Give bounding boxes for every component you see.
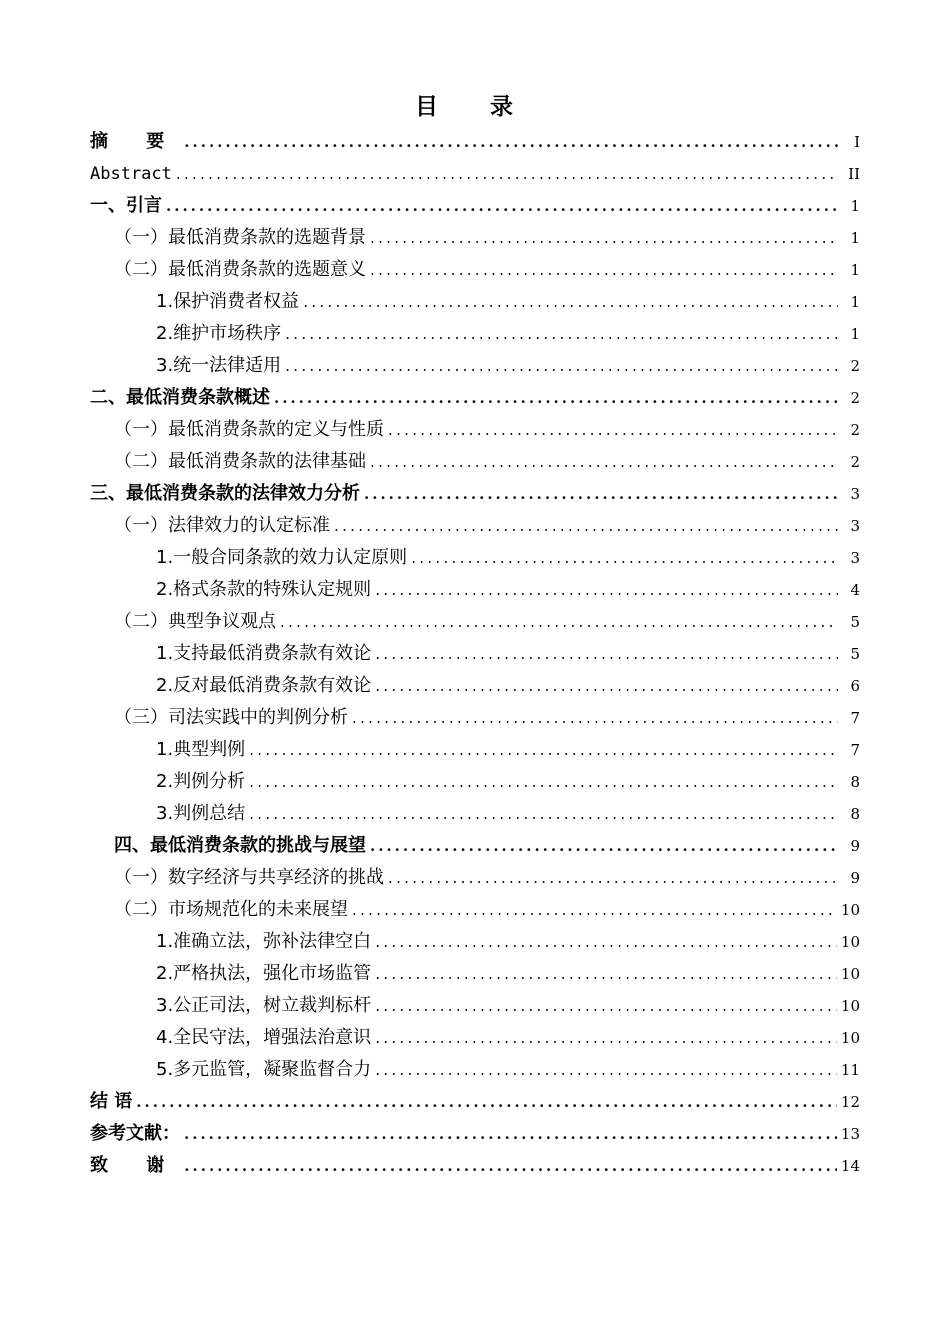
toc-entry-label: （二）典型争议观点	[114, 611, 276, 632]
toc-entry-label: 5.多元监管，凝聚监督合力	[156, 1059, 372, 1080]
toc-entry-label: 1.典型判例	[156, 739, 246, 760]
dot-leader	[375, 574, 838, 606]
dot-leader	[285, 350, 838, 382]
dot-leader	[184, 1150, 837, 1182]
toc-entry-page: 10	[840, 933, 860, 951]
dot-leader	[280, 606, 838, 638]
toc-entry-label: （三）司法实践中的判例分析	[114, 707, 348, 728]
table-of-contents	[90, 126, 860, 1182]
toc-entry[interactable]	[90, 830, 860, 862]
toc-entry-page: 2	[850, 357, 860, 375]
dot-leader	[184, 1118, 837, 1150]
toc-entry[interactable]	[90, 542, 860, 574]
dot-leader	[136, 1086, 837, 1118]
toc-entry-label: （一）最低消费条款的定义与性质	[114, 419, 384, 440]
toc-entry-label: 2.格式条款的特殊认定规则	[156, 579, 372, 600]
toc-entry[interactable]	[90, 350, 860, 382]
dot-leader	[352, 894, 837, 926]
toc-entry[interactable]	[90, 510, 860, 542]
toc-entry-page: 8	[850, 773, 860, 791]
toc-entry-page: 7	[850, 709, 860, 727]
toc-entry-label: 3.判例总结	[156, 803, 246, 824]
dot-leader	[370, 830, 838, 862]
toc-entry-page: 10	[840, 1029, 860, 1047]
toc-entry[interactable]	[90, 414, 860, 446]
toc-entry-label: 3.统一法律适用	[156, 355, 282, 376]
toc-entry-label: 1.保护消费者权益	[156, 291, 300, 312]
toc-entry-label: （一）数字经济与共享经济的挑战	[114, 867, 384, 888]
dot-leader	[274, 382, 838, 414]
toc-entry-label: 2.判例分析	[156, 771, 246, 792]
dot-leader	[375, 990, 837, 1022]
toc-entry-page: 5	[850, 645, 860, 663]
toc-entry[interactable]	[90, 158, 860, 190]
dot-leader	[375, 1054, 837, 1086]
dot-leader	[370, 446, 838, 478]
toc-entry-label: 致 谢	[90, 1155, 181, 1176]
dot-leader	[411, 542, 838, 574]
toc-entry-page: 2	[850, 421, 860, 439]
toc-entry[interactable]	[90, 1118, 860, 1150]
dot-leader	[184, 126, 838, 158]
toc-entry[interactable]	[90, 958, 860, 990]
dot-leader	[388, 414, 838, 446]
toc-entry-page: 10	[840, 997, 860, 1015]
toc-entry[interactable]	[90, 126, 860, 158]
toc-entry-label: 4.全民守法，增强法治意识	[156, 1027, 372, 1048]
toc-entry[interactable]	[90, 1150, 860, 1182]
toc-entry[interactable]	[90, 574, 860, 606]
toc-entry[interactable]	[90, 318, 860, 350]
toc-entry-label: 2.严格执法，强化市场监管	[156, 963, 372, 984]
toc-entry-page: 5	[850, 613, 860, 631]
toc-entry-label: Abstract	[90, 164, 172, 184]
dot-leader	[388, 862, 838, 894]
toc-entry-page: 1	[850, 229, 860, 247]
toc-entry[interactable]	[90, 734, 860, 766]
toc-entry-page: 1	[850, 261, 860, 279]
toc-entry[interactable]	[90, 478, 860, 510]
toc-entry-page: 3	[850, 517, 860, 535]
page-title: 目 录	[414, 94, 535, 120]
toc-entry-page: 10	[840, 901, 860, 919]
toc-entry-label: 一、引言	[90, 195, 162, 216]
dot-leader	[285, 318, 838, 350]
toc-entry-page: 6	[850, 677, 860, 695]
toc-entry[interactable]	[90, 222, 860, 254]
toc-entry-label: 三、最低消费条款的法律效力分析	[90, 483, 360, 504]
dot-leader	[176, 158, 838, 190]
toc-entry-label: 1.一般合同条款的效力认定原则	[156, 547, 408, 568]
toc-entry-label: （二）最低消费条款的法律基础	[114, 451, 366, 472]
toc-entry[interactable]	[90, 286, 860, 318]
dot-leader	[249, 734, 838, 766]
dot-leader	[303, 286, 838, 318]
dot-leader	[370, 254, 838, 286]
toc-entry[interactable]	[90, 862, 860, 894]
toc-entry-page: 3	[850, 485, 860, 503]
toc-entry[interactable]	[90, 638, 860, 670]
toc-entry-page: 7	[850, 741, 860, 759]
toc-entry-page: 8	[850, 805, 860, 823]
toc-entry[interactable]	[90, 254, 860, 286]
toc-entry[interactable]	[90, 990, 860, 1022]
toc-entry[interactable]	[90, 926, 860, 958]
toc-entry[interactable]	[90, 1022, 860, 1054]
toc-entry-label: 结 语	[90, 1091, 133, 1112]
toc-entry[interactable]	[90, 190, 860, 222]
dot-leader	[375, 638, 838, 670]
toc-entry[interactable]	[90, 446, 860, 478]
toc-entry[interactable]	[90, 702, 860, 734]
toc-entry[interactable]	[90, 382, 860, 414]
dot-leader	[352, 702, 838, 734]
dot-leader	[370, 222, 838, 254]
toc-entry-page: 3	[850, 549, 860, 567]
toc-entry-page: 1	[850, 197, 860, 215]
dot-leader	[334, 510, 838, 542]
toc-entry-label: 2.维护市场秩序	[156, 323, 282, 344]
toc-entry[interactable]	[90, 766, 860, 798]
toc-entry-label: 2.反对最低消费条款有效论	[156, 675, 372, 696]
toc-entry-page: 13	[840, 1125, 860, 1143]
toc-entry-label: 3.公正司法，树立裁判标杆	[156, 995, 372, 1016]
toc-entry-page: 14	[840, 1157, 860, 1175]
toc-entry-label: 摘 要	[90, 131, 181, 152]
dot-leader	[249, 798, 838, 830]
dot-leader	[249, 766, 838, 798]
dot-leader	[375, 670, 838, 702]
toc-entry-page: 4	[850, 581, 860, 599]
toc-entry-page: 9	[850, 869, 860, 887]
toc-entry-page: 2	[850, 453, 860, 471]
toc-entry-page: 1	[850, 325, 860, 343]
toc-entry[interactable]	[90, 798, 860, 830]
dot-leader	[375, 1022, 837, 1054]
toc-entry-label: 1.准确立法，弥补法律空白	[156, 931, 372, 952]
toc-entry[interactable]	[90, 606, 860, 638]
toc-entry-page: 9	[850, 837, 860, 855]
toc-entry-page: 1	[850, 293, 860, 311]
toc-entry-label: 1.支持最低消费条款有效论	[156, 643, 372, 664]
toc-entry[interactable]	[90, 1054, 860, 1086]
toc-entry-label: 参考文献：	[90, 1123, 180, 1144]
toc-entry-page: 12	[840, 1093, 860, 1111]
toc-entry-page: II	[848, 165, 860, 183]
toc-entry-label: 二、最低消费条款概述	[90, 387, 270, 408]
toc-entry-label: （二）最低消费条款的选题意义	[114, 259, 366, 280]
toc-entry-label: （一）法律效力的认定标准	[114, 515, 330, 536]
toc-entry[interactable]	[90, 894, 860, 926]
toc-entry-page: 2	[850, 389, 860, 407]
dot-leader	[166, 190, 838, 222]
toc-entry[interactable]	[90, 670, 860, 702]
dot-leader	[364, 478, 838, 510]
dot-leader	[375, 958, 837, 990]
toc-entry-label: （二）市场规范化的未来展望	[114, 899, 348, 920]
dot-leader	[375, 926, 837, 958]
toc-entry-page: I	[854, 133, 860, 151]
toc-entry-page: 11	[840, 1061, 860, 1079]
toc-entry-page: 10	[840, 965, 860, 983]
toc-entry[interactable]	[90, 1086, 860, 1118]
toc-entry-label: 四、最低消费条款的挑战与展望	[114, 835, 366, 856]
toc-entry-label: （一）最低消费条款的选题背景	[114, 227, 366, 248]
